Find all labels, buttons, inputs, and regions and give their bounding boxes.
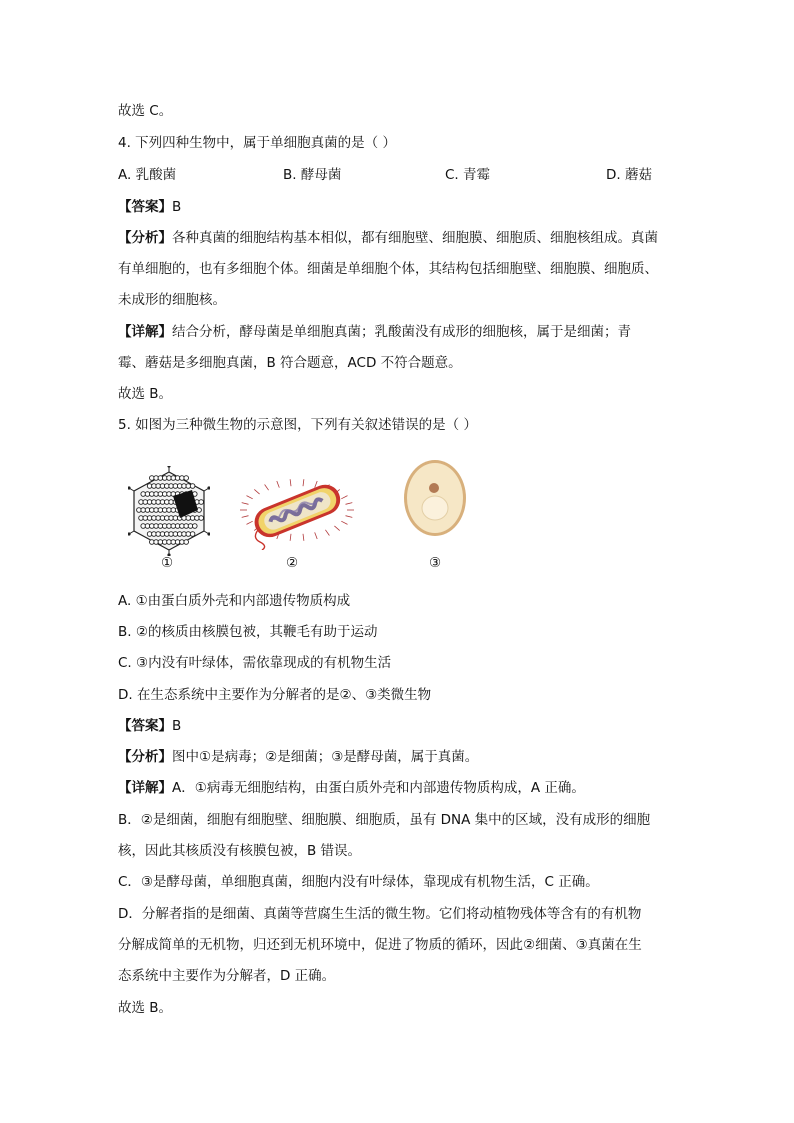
q4-answer (118, 197, 181, 217)
detail-text: A．①病毒无细胞结构，由蛋白质外壳和内部遗传物质构成，A 正确。 (172, 780, 585, 796)
answer-value: B (172, 718, 182, 734)
yeast-illustration (402, 458, 468, 538)
detail-text: 结合分析，酵母菌是单细胞真菌；乳酸菌没有成形的细胞核，属于是细菌；青 (172, 324, 631, 340)
q5-conclusion: 故选 B。 (118, 1000, 173, 1016)
detail-tag: 【详解】 (118, 324, 172, 340)
q4-analysis-line-2: 有单细胞的，也有多细胞个体。细菌是单细胞个体，其结构包括细胞壁、细胞膜、细胞质、 (118, 261, 658, 277)
q5-option-b: B. ②的核质由核膜包被，其鞭毛有助于运动 (118, 624, 378, 640)
q5-detail-line-4: C．③是酵母菌，单细胞真菌，细胞内没有叶绿体，靠现成有机物生活，C 正确。 (118, 874, 599, 890)
q5-detail-line-7: 态系统中主要作为分解者，D 正确。 (118, 968, 336, 984)
analysis-tag: 【分析】 (118, 230, 172, 246)
q5-option-a: A. ①由蛋白质外壳和内部遗传物质构成 (118, 593, 351, 609)
q5-analysis (118, 747, 478, 767)
figure-label-1: ① (161, 555, 174, 571)
q5-detail-line-3: 核，因此其核质没有核膜包被，B 错误。 (118, 843, 362, 859)
q5-stem: 5. 如图为三种微生物的示意图，下列有关叙述错误的是（ ） (118, 417, 477, 433)
q4-option-b: B. 酵母菌 (283, 167, 342, 183)
figure-label-3: ③ (429, 555, 442, 571)
q4-option-a: A. 乳酸菌 (118, 167, 177, 183)
virus-illustration (128, 466, 210, 556)
q5-option-d: D. 在生态系统中主要作为分解者的是②、③类微生物 (118, 687, 432, 703)
analysis-text: 各种真菌的细胞结构基本相似，都有细胞壁、细胞膜、细胞质、细胞核组成。真菌 (172, 230, 658, 246)
q4-detail-line-2: 霉、蘑菇是多细胞真菌，B 符合题意，ACD 不符合题意。 (118, 355, 462, 371)
q5-detail-line-6: 分解成简单的无机物，归还到无机环境中，促进了物质的循环，因此②细菌、③真菌在生 (118, 937, 642, 953)
q5-detail-line-1 (118, 778, 585, 798)
analysis-tag: 【分析】 (118, 749, 172, 765)
q4-analysis-line-1 (118, 228, 658, 248)
detail-tag: 【详解】 (118, 780, 172, 796)
analysis-text: 图中①是病毒；②是细菌；③是酵母菌，属于真菌。 (172, 749, 479, 765)
q4-analysis-line-3: 未成形的细胞核。 (118, 292, 226, 308)
answer-value: B (172, 199, 182, 215)
figure-label-2: ② (286, 555, 299, 571)
q4-conclusion: 故选 B。 (118, 386, 173, 402)
q5-option-c: C. ③内没有叶绿体，需依靠现成的有机物生活 (118, 655, 392, 671)
q4-stem: 4. 下列四种生物中，属于单细胞真菌的是（ ） (118, 135, 396, 151)
bacterium-illustration (238, 470, 356, 550)
q4-detail-line-1 (118, 322, 631, 342)
answer-tag: 【答案】 (118, 199, 172, 215)
q5-detail-line-2: B．②是细菌，细胞有细胞壁、细胞膜、细胞质，虽有 DNA 集中的区域，没有成形的细胞 (118, 812, 651, 828)
q5-detail-line-5: D．分解者指的是细菌、真菌等营腐生生活的微生物。它们将动植物残体等含有的有机物 (118, 906, 642, 922)
q4-option-c: C. 青霉 (445, 167, 491, 183)
q3-conclusion: 故选 C。 (118, 103, 173, 119)
q4-option-d: D. 蘑菇 (606, 167, 652, 183)
q5-answer (118, 716, 181, 736)
answer-tag: 【答案】 (118, 718, 172, 734)
